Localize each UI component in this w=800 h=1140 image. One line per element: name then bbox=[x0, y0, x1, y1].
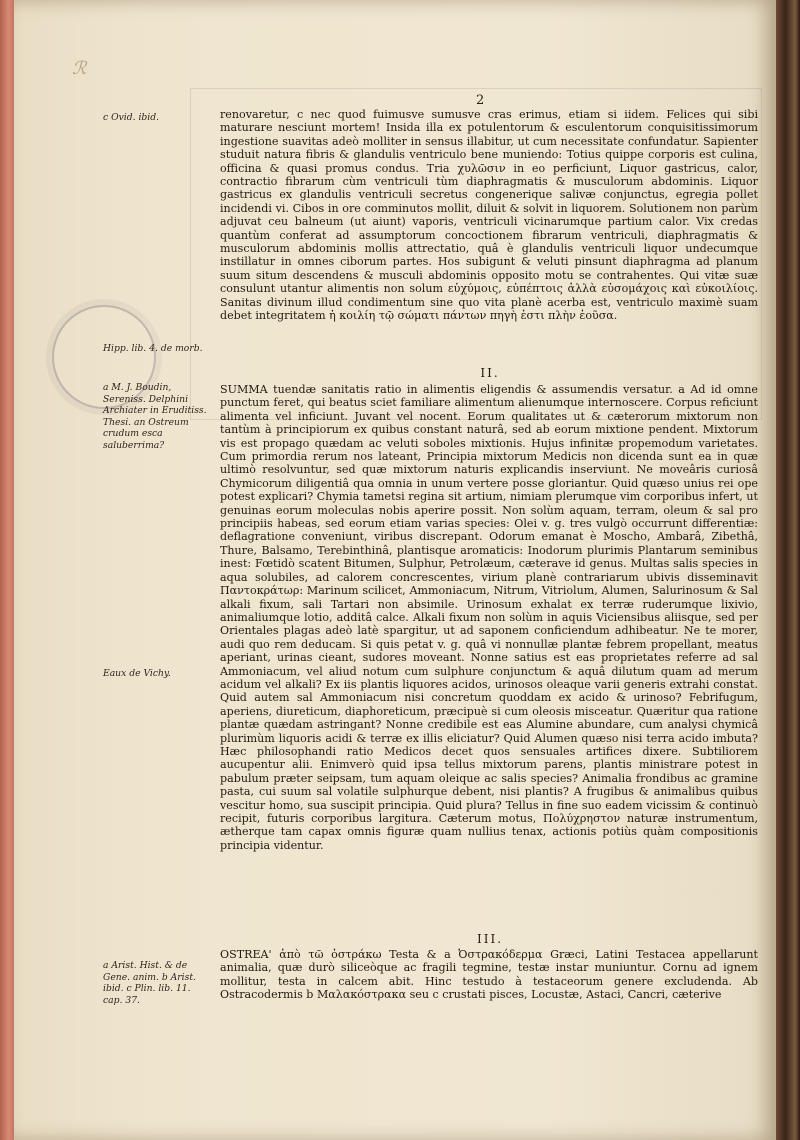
paragraph-3-text: OSTREA' ἀπὸ τῶ ὀστράκω Testa & a Ὀστρακόδερμα Græci, Latini Testacea appellarunt animalia, quæ durò siliceòque ac fragili tegmine, testæ instar muniuntur. Cornu ad ignem mollitur, testa in calcem abit. Hinc testudo à testaceorum genere excludenda. Ab Ostracodermis b Μαλακόστρακα seu c crustati pisces, Locustæ, Astaci, Cancri, cæterive bbox=[220, 948, 758, 1002]
margin-note: a Arist. Hist. & de Gene. anim. b Arist. ibid. c Plin. lib. 11. cap. 37. bbox=[103, 960, 196, 1006]
margin-note: Eaux de Vichy. bbox=[103, 668, 171, 679]
margin-note: Hipp. lib. 4. de morb. bbox=[103, 343, 203, 354]
margin-note: a M. J. Boudin, Sereniss. Delphini Archiater in Eruditiss. Thesi. an Ostreum crudum esca saluberrima? bbox=[103, 382, 207, 451]
paragraph-2-text: SUMMA tuendæ sanitatis ratio in alimentis eligendis & assumendis versatur. a Ad id omne punctum feret, qui beatus sciet familiare alimentum alienumque internoscere. Corpus reficiunt alimenta vel inficiunt. Juvant vel nocent. Eorum qualitates ut & cæterorum mixtorum non tantùm à principiorum ex quibus constant naturâ, sed ab eorum mixtione pendent. Mixtorum vis est propago quædam ac veluti soboles mixtionis. Hujus infinitæ propemodum varietates. Cum primordia rerum nos lateant, Principia mixtorum Medicis non dicenda sunt ea in quæ ultimò resolvuntur, sed quæ mixtorum naturis explicandis inserviunt. Ne moveâris curiosâ Chymicorum diligentiâ qua omnia in unum vertere posse gloriantur. Quid quæso unius rei ope potest explicari? Chymia tametsi regina sit artium, nimiam plerumque vim corporibus infert, ut genuinas eorum moleculas nobis aperire possit. Non solùm aquam, terram, oleum & sal pro principiis habeas, sed eorum etiam varias species: Olei v. g. tres vulgò occurrunt differentiæ: deflagratione conveniunt, viribus discrepant. Odorum emanat è Moscho, Ambarâ, Zibethâ, Thure, Balsamo, Terebinthinâ, plantisque aromaticis: Inodorum plurimis Plantarum seminibus inest: Fœtidò scatent Bitumen, Sulphur, Petrolæum, cæterave id genus. Multas salis species in aqua solubiles, ad calorem concrescentes, virium planè contrariarum ubivis disseminavit Παντοκράτωρ: Marinum scilicet, Ammoniacum, Nitrum, Vitriolum, Alumen, Salurinosum & Sal alkali fixum, sali Tartari non absimile. Urinosum exhalat ex terræ ruderumque lixivio, animaliumque lotio, additâ calce. Alkali fixum non solùm in aquis Viciensibus aliisque, sed per Orientales plagas adeò latè spargitur, ut ad saponem conficiendum adhibeatur. Ne te morer, audi quo rem deducam. Si quis petat v. g. quâ vi nonnullæ plantæ febrem propellant, meatus aperiant, urinas cieant, sudores moveant. Nonne satius est eas proprietates referre ad sal Ammoniacum, vel aliud notum cum sulphure conjunctum & aquâ dilutum quam ad merum acidum vel alkali? Ex iis plantis liquores acidos, urinosos oleaque varii generis extrahi constat. Quid autem sal Ammoniacum nisi concretum quoddam ex acido & urinoso? Febrifugum, aperiens, diureticum, diaphoreticum, præcipuè si cum oleosis misceatur. Quæritur qua ratione plantæ quædam astringant? Nonne credibile est eas Alumine abundare, cum analysi chymicâ plurimùm liquoris acidi & terræ ex illis eliciatur? Quid Alumen quæso nisi terra acido imbuta? Hæc philosophandi ratio Medicos decet quos sensuales artifices dixere. Subtiliorem aucupentur alii. Enimverò quid ipsa tellus mixtorum parens, plantis ministrare potest in pabulum præter seipsam, tum aquam oleique ac salis species? Animalia frondibus ac gramine pasta, cui suum sal volatile sulphurque debent, nisi plantis? A frugibus & animalibus quibus vescitur homo, sua suscipit principia. Quid plura? Tellus in fine suo eadem vicissim & continuò recipit, futuris corporibus largitura. Cæterum motus, Πολύχρηστον naturæ instrumentum, ætherque tam capax omnis figuræ quam nullius tenax, actionis potiùs quàm compositionis principia videntur. bbox=[220, 383, 758, 852]
paragraph-3 bbox=[220, 948, 758, 1002]
page-number: 2 bbox=[476, 93, 485, 108]
paragraph-1 bbox=[220, 108, 758, 323]
paragraph-1-text: renovaretur, c nec quod fuimusve sumusve cras erimus, etiam si iidem. Felices qui sibi maturare nesciunt mortem! Insida illa ex potulentorum & esculentorum conquisitissimorum ingestione suavitas adeò molliter in sensus illabitur, ut cum necessitate confundatur. Sapienter studuit natura fibris & glandulis ventriculo bene muniendo: Totius quippe corporis est culina, officina & quasi promus condus. Tria χυλῶσιν in eo perficiunt, Liquor gastricus, calor, contractio fibrarum cùm ventriculi tùm diaphragmatis & musculorum abdominis. Liquor gastricus ex glandulis ventriculi secretus congenerique salivæ conjunctus, egregia pollet incidendi vi. Cibos in ore comminutos mollit, diluit & solvit in liquorem. Solutionem non parùm adjuvat ceu balneum (ut aiunt) vaporis, ventriculi vicinarumque partium calor. Vix credas quantùm conferat ad assumptorum concoctionem fibrarum ventriculi, diaphragmatis & musculorum abdominis mollis attrectatio, quâ è glandulis ventriculi liquor undecumque instillatur in omnes ciborum partes. Hos subigunt & veluti pinsunt diaphragma ad planum suum situm descendens & musculi abdominis opposito motu se contrahentes. Qui vitæ suæ consulunt utantur alimentis non solum εὐχύμοις, εὐπέπτοις ἀλλὰ εὐσομάχοις καὶ εὐκοιλίοις. Sanitas divinum illud condimentum sine quo vita planè acerba est, ventriculo maximè suam debet integritatem ἡ κοιλίη τῷ σώματι πάντων πηγὴ ἐστι πλὴν ἐοῦσα. bbox=[220, 108, 758, 323]
section-heading-3: III. bbox=[476, 932, 504, 946]
page-edge-left bbox=[0, 0, 14, 1140]
book-binding-edge bbox=[776, 0, 800, 1140]
margin-note: c Ovid. ibid. bbox=[103, 112, 160, 123]
ink-mark: ℛ bbox=[72, 58, 87, 79]
section-heading-2: II. bbox=[480, 366, 500, 380]
paragraph-2 bbox=[220, 383, 758, 852]
